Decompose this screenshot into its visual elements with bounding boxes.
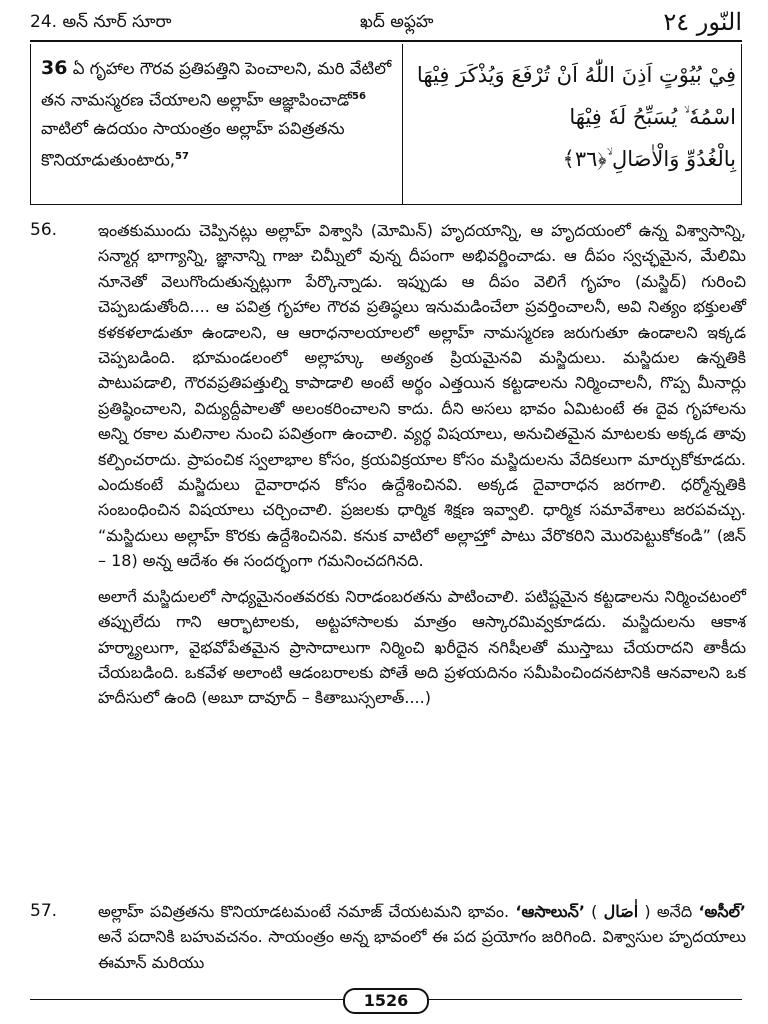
footnote-body: [98, 218, 746, 711]
column-divider: [402, 44, 403, 205]
arabic-verse-line-2: بِالْغُدُوِّ وَالْاٰصَالِ ۙ﴿٣٦﴾: [562, 147, 736, 171]
paren-close: ) అనేది: [638, 902, 699, 921]
page-footer: [0, 988, 768, 1018]
paren-open: (: [584, 902, 604, 921]
footnote-paragraph: ఇంతకుముందు చెప్పినట్లు అల్లాహ్ విశ్వాసి (మోమిన్) హృదయాన్ని, ఆ హృదయంలో ఉన్న విశ్వాసాన్ని, సన్మార్గ భాగ్యాన్ని, జ్ఞానాన్ని గాజు చిమ్నీలో వున్న దీపంగా అభివర్ణించాడు. ఆ దీపం స్వచ్ఛమైన, మేలిమి నూనెతో వెలుగొందుతున్నట్లుగా పేర్కొన్నాడు. ఇప్పుడు ఆ దీపం వెలిగే గృహం (మస్జిద్) గురించి చెప్పబడుతోంది.... ఆ పవిత్ర గృహాల గౌరవ ప్రతిష్ఠలు ఇనుమడించేలా ప్రవర్తించాలనీ, అవి నిత్యం భక్తులతో కళకళలాడుతూ ఉండాలని, ఆ ఆరాధనాలయాలలో అల్లాహ్ నామస్మరణ జరుగుతూ ఉండాలని ఇక్కడ చెప్పబడింది. భూమండలంలో అల్లాహ్కు అత్యంత ప్రియమైనవి మస్జిదులు. మస్జిదుల ఉన్నతికి పాటుపడాలి, గౌరవప్రతిపత్తుల్ని కాపాడాలి అంటే అర్థం ఎత్తయిన కట్టడాలను నిర్మించాలనీ, గొప్ప మీనార్లు ప్రతిష్ఠించాలని, విద్యుద్దీపాలతో అలంకరించాలని కాదు. దీని అసలు భావం ఏమిటంటే ఈ దైవ గృహాలను అన్ని రకాల మలినాల నుంచి పవిత్రంగా ఉంచాలి. వ్యర్థ విషయాలు, అనుచితమైన మాటలకు అక్కడ తావు కల్పించరాదు. ప్రాపంచిక స్వలాభాల కోసం, క్రయవిక్రయాల కోసం మస్జిదులను వేదికలుగా మార్చుకోకూడదు. ఎందుకంటే మస్జిదులు దైవారాధన కోసం ఉద్దేశించినవి. అక్కడ దైవారాధన జరగాలి. ధర్మోన్నతికి సంబంధించిన విషయాలు చర్చించాలి. ప్రజలకు ధార్మిక శిక్షణ ఇవ్వాలి. ధార్మిక సమావేశాలు జరపవచ్చు. “మస్జిదులు అల్లాహ్ కొరకు ఉద్దేశించినవి. కనుక వాటిలో అల్లాహ్తో పాటు వేరొకరిని మొరపెట్టుకోకండి” (జిన్ – 18) అన్న ఆదేశం ఈ సందర్భంగా గమనించదగినది.: [98, 221, 746, 571]
arabic-surah-title: النّور ٢٤: [663, 8, 742, 36]
verse-translation: [41, 54, 396, 174]
footnote-body: [98, 899, 746, 975]
footnote-paragraph: అలాగే మస్జిదులలో సాధ్యమైనంతవరకు నిరాడంబరతను పాటించాలి. పటిష్టమైన కట్టడాలను నిర్మించటంలో తప్పులేదు గాని ఆర్భాటాలకు, అట్టహాసాలకు మాత్రం ఆస్కారమివ్వకూడదు. మస్జిదులను ఆకాశ హర్మ్యాలుగా, వైభవోపేతమైన ప్రాసాదాలుగా నిర్మించి ఖరీదైన నగిషీలతో ముస్తాబు చేయరాదని తాకీదు చేయబడింది. ఒకవేళ అలాంటి ఆడంబరాలకు పోతే అది ప్రళయదినం సమీపించిందనటానికి ఆనవాలని ఒక హదీసులో ఉంది (అబూ దావూద్ – కితాబుస్సలాత్....): [98, 586, 746, 708]
verse-number: 36: [41, 57, 68, 79]
footnote-number: 57.: [30, 901, 58, 921]
footnote-text-post: అనే పదానికి బహువచనం. సాయంత్రం అన్న భావంలో ఈ పద ప్రయోగం జరిగింది. విశ్వాసుల హృదయాలు ఈమాన్ మరియు: [98, 927, 746, 972]
verse-box: [30, 44, 742, 205]
arabic-word: اٰصَال: [603, 902, 639, 921]
footnote-number: 56.: [30, 220, 58, 240]
verse-text-a: ఏ గృహాల గౌరవ ప్రతిపత్తిని పెంచాలని, మరి వేటిలో తన నామస్మరణ చేయాలని అల్లాహ్ ఆజ్ఞాపించాడో: [41, 59, 392, 110]
page-header: [30, 8, 742, 38]
footnote-ref-57: 57: [175, 150, 189, 162]
footnote-ref-56: 56: [352, 91, 366, 102]
surah-title: 24. అన్ నూర్ సూరా: [30, 12, 172, 32]
page-number: 1526: [343, 988, 429, 1014]
header-rule: [30, 40, 742, 42]
verse-text-b: వాటిలో ఉదయం సాయంత్రం అల్లాహ్ పవిత్రతను కొనియాడుతుంటారు,: [41, 118, 345, 169]
footnote-text-pre: అల్లాహ్ పవిత్రతను కొనియాడటమంటే నమాజ్ చేయటమని భావం.: [98, 902, 516, 921]
arabic-verse: [416, 54, 736, 180]
term-aseel: ‘అసీల్’: [698, 902, 746, 921]
arabic-verse-line-1: فِيْ بُيُوْتٍ اَذِنَ اللّٰهُ اَنْ تُرْفَعَ وَيُذْكَرَ فِيْهَا اسْمُهٗ ۙ يُسَبِّحُ لَهٗ فِيْهَا: [416, 63, 736, 129]
part-title: ఖద్ అఫ్లహ: [360, 12, 434, 32]
term-asalun: ‘ఆసాలున్’: [515, 902, 585, 921]
